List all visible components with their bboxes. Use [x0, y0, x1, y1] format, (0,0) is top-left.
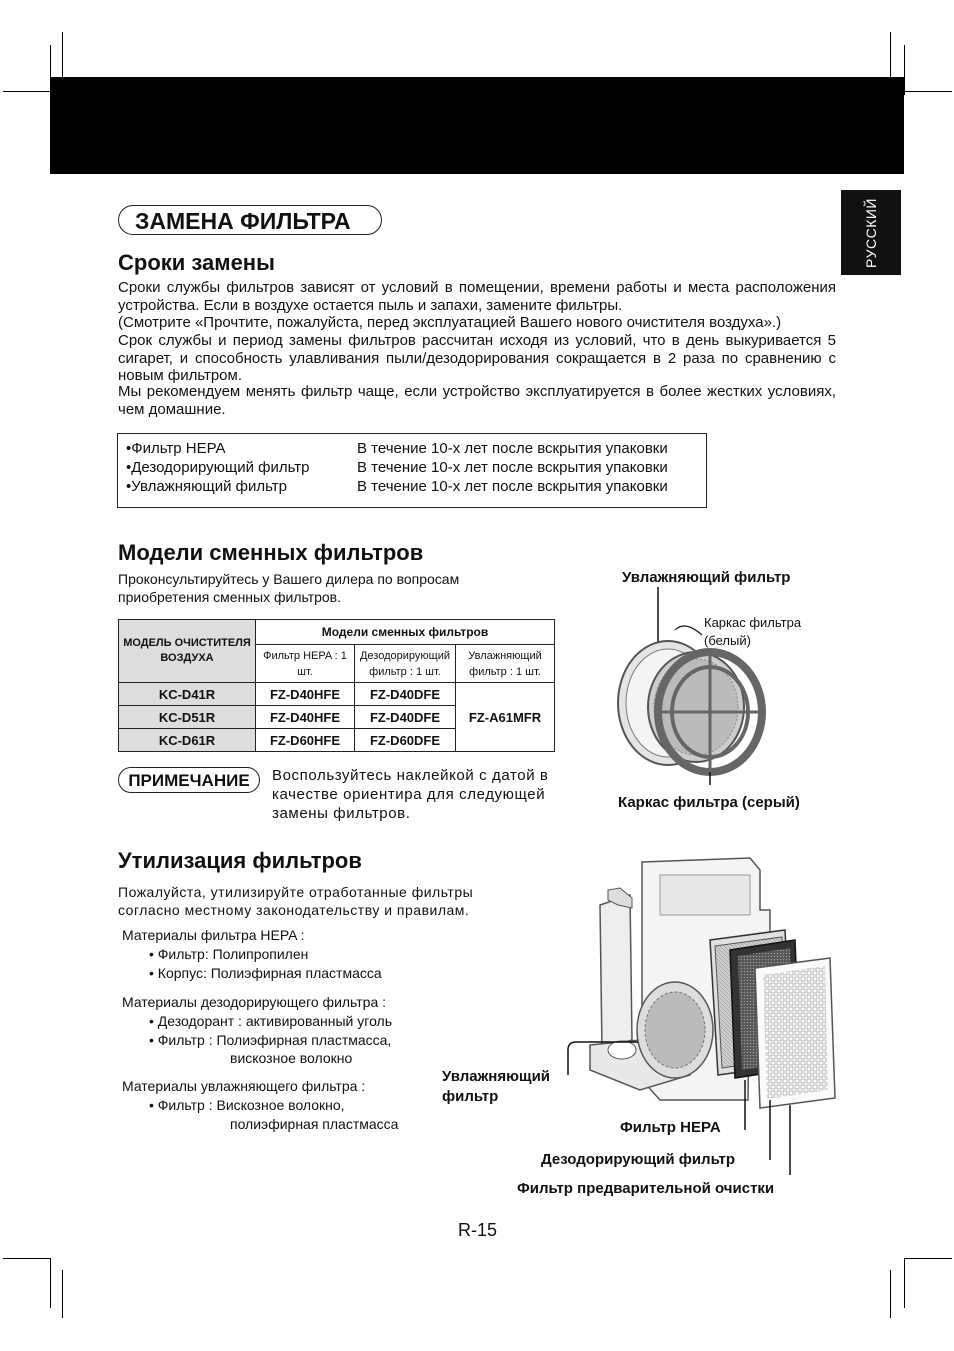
disposal-intro: Пожалуйста, утилизируйте отработанные фильтры согласно местному законодательству и правилам. — [118, 884, 474, 918]
life-period: В течение 10-х лет после вскрытия упаковки — [357, 440, 668, 457]
life-filter: •Увлажняющий фильтр — [126, 478, 287, 495]
fig-deo-label: Дезодорирующий фильтр — [541, 1151, 735, 1168]
life-filter: •Дезодорирующий фильтр — [126, 459, 310, 476]
col-group: Модели сменных фильтров — [256, 620, 555, 645]
list-item: • Фильтр: Полипропилен — [149, 946, 309, 962]
cell-deo: FZ-D60DFE — [355, 729, 456, 752]
life-filter: •Фильтр HEPA — [126, 440, 226, 457]
replacement-p3: Срок службы и период замены фильтров рассчитан исходя из условий, что в день выкуривается 5 сигарет, и способность улавливания пыли/дезодорирования сокращается в 2 раза по сравнению с новым фильтром. — [118, 332, 836, 384]
table-row — [119, 683, 555, 706]
col-humid: Увлажняющий фильтр : 1 шт. — [456, 645, 555, 683]
models-table — [118, 619, 555, 752]
cell-hepa: FZ-D40HFE — [256, 706, 355, 729]
fig-frame-gray: Каркас фильтра (серый) — [618, 794, 800, 811]
replacement-p1: Сроки службы фильтров зависят от условий в помещении, времени работы и места расположения устройства. Если в воздухе остается пыль и запахи, замените фильтры. — [118, 279, 836, 314]
list-item: • Фильтр : Вискозное волокно, — [149, 1097, 345, 1113]
cell-humid: FZ-A61MFR — [456, 683, 555, 752]
fig-humid-title: Увлажняющий фильтр — [622, 569, 791, 586]
col-deo: Дезодорирующий фильтр : 1 шт. — [355, 645, 456, 683]
life-period: В течение 10-х лет после вскрытия упаковки — [357, 459, 668, 476]
humidifying-filter-illustration — [600, 585, 800, 785]
list-item: • Дезодорант : активированный уголь — [149, 1013, 393, 1029]
cell-model: KC-D51R — [119, 706, 256, 729]
col-hepa: Фильтр HEPA : 1 шт. — [256, 645, 355, 683]
fig-pre-label: Фильтр предварительной очистки — [517, 1180, 775, 1197]
models-intro: Проконсультируйтесь у Вашего дилера по вопросам приобретения сменных фильтров. — [118, 571, 460, 605]
replacement-p4: Мы рекомендуем менять фильтр чаще, если устройство эксплуатируется в более жестких условиях, чем домашние. — [118, 383, 836, 418]
hepa-materials-title: Материалы фильтра HEPA : — [122, 927, 305, 943]
humid-materials-title: Материалы увлажняющего фильтра : — [122, 1078, 366, 1094]
section-title: ЗАМЕНА ФИЛЬТРА — [118, 205, 382, 235]
language-tab-label: РУССКИЙ — [863, 197, 879, 268]
col-model: МОДЕЛЬ ОЧИСТИТЕЛЯ ВОЗДУХА — [119, 620, 256, 683]
deo-materials-title: Материалы дезодорирующего фильтра : — [122, 994, 387, 1010]
fig-frame-white: Каркас фильтра (белый) — [704, 615, 802, 648]
life-period: В течение 10-х лет после вскрытия упаковки — [357, 478, 668, 495]
fig-hepa-label: Фильтр HEPA — [620, 1119, 721, 1136]
models-heading: Модели сменных фильтров — [118, 540, 424, 565]
list-item: • Корпус: Полиэфирная пластмасса — [149, 965, 382, 981]
language-tab[interactable] — [841, 190, 901, 275]
replacement-p2: (Смотрите «Прочтите, пожалуйста, перед эксплуатацией Вашего нового очистителя воздуха».) — [118, 314, 782, 331]
service-life-box — [117, 433, 707, 508]
page-number: R-15 — [458, 1220, 498, 1240]
cell-model: KC-D61R — [119, 729, 256, 752]
cell-deo: FZ-D40DFE — [355, 706, 456, 729]
cell-hepa: FZ-D60HFE — [256, 729, 355, 752]
replacement-heading: Сроки замены — [118, 250, 275, 275]
cell-hepa: FZ-D40HFE — [256, 683, 355, 706]
note-badge: ПРИМЕЧАНИЕ — [118, 767, 260, 793]
disposal-heading: Утилизация фильтров — [118, 848, 362, 873]
note-text: Воспользуйтесь наклейкой с датой в качестве ориентира для следующей замены фильтров. — [272, 767, 549, 822]
cell-deo: FZ-D40DFE — [355, 683, 456, 706]
header-bar — [50, 77, 904, 174]
cell-model: KC-D41R — [119, 683, 256, 706]
list-item: полиэфирная пластмасса — [230, 1116, 399, 1132]
list-item: • Фильтр : Полиэфирная пластмасса, — [149, 1032, 392, 1048]
list-item: вискозное волокно — [230, 1050, 353, 1066]
fig-humid-label: Увлажняющий фильтр — [442, 1068, 551, 1105]
